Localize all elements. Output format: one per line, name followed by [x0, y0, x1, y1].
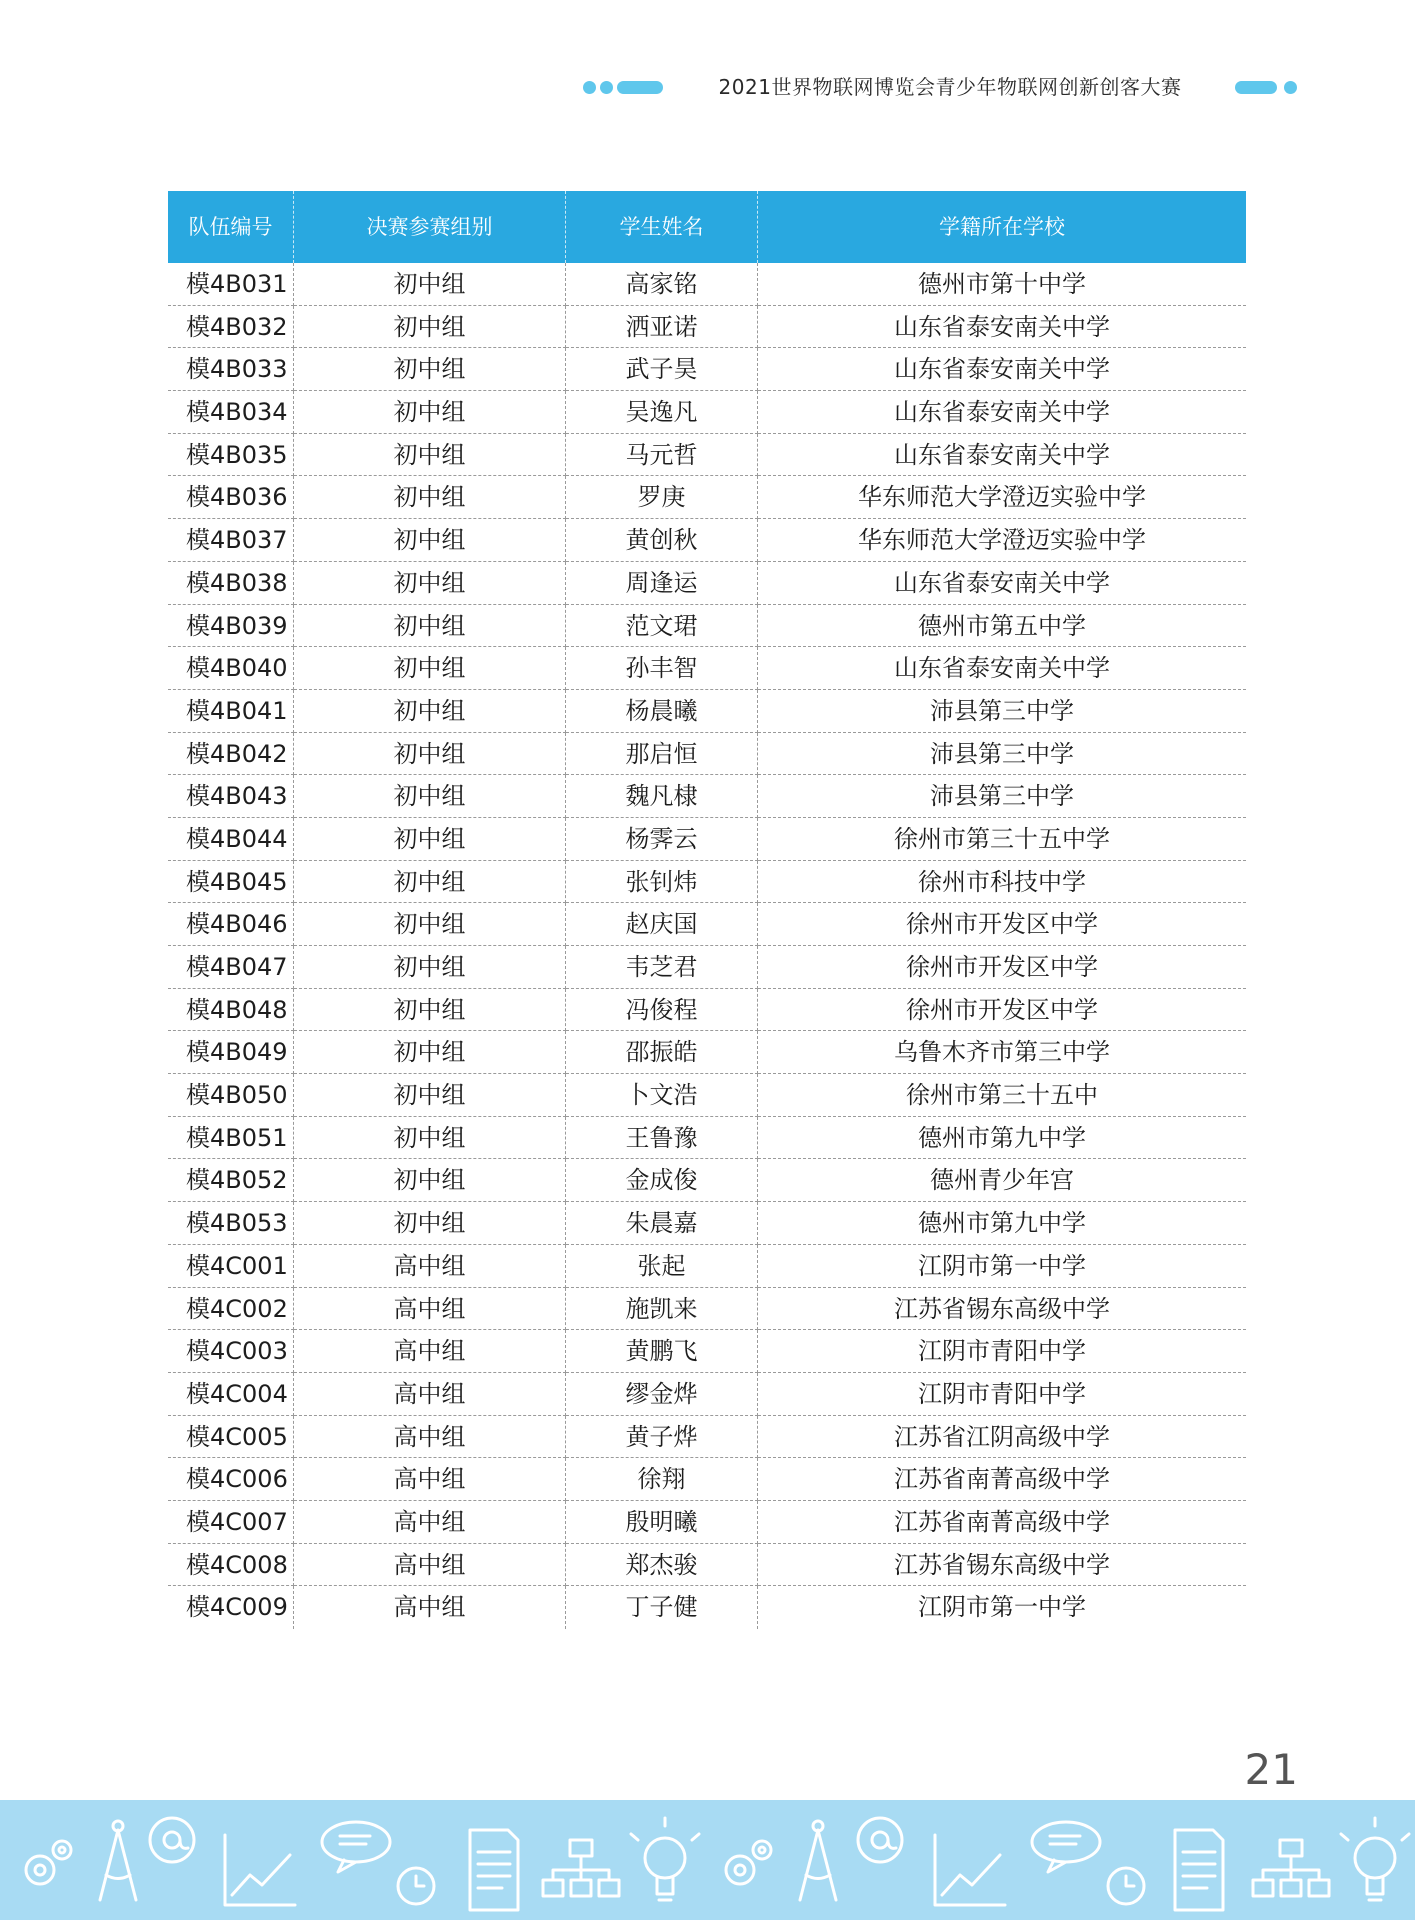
student-name-cell: 魏凡棣	[566, 775, 758, 818]
school-cell: 山东省泰安南关中学	[758, 434, 1246, 477]
student-name-cell: 杨晨曦	[566, 690, 758, 733]
student-name-cell: 黄创秋	[566, 519, 758, 562]
table-row	[168, 1458, 1246, 1501]
student-name-cell: 邵振皓	[566, 1031, 758, 1074]
column-header-school: 学籍所在学校	[939, 215, 1065, 239]
group-cell: 初中组	[294, 562, 566, 605]
student-name-cell: 那启恒	[566, 733, 758, 776]
team-id-cell: 模4C008	[168, 1544, 294, 1587]
team-id-cell: 模4B039	[168, 605, 294, 648]
document-icon	[1175, 1830, 1223, 1910]
lightbulb-icon	[1341, 1818, 1409, 1900]
table-row	[168, 1330, 1246, 1373]
school-cell: 沛县第三中学	[758, 690, 1246, 733]
table-row	[168, 989, 1246, 1032]
dot-icon	[583, 81, 596, 94]
team-id-cell: 模4B045	[168, 861, 294, 904]
school-cell: 山东省泰安南关中学	[758, 306, 1246, 349]
school-cell: 徐州市开发区中学	[758, 946, 1246, 989]
table-row	[168, 1202, 1246, 1245]
school-cell: 徐州市第三十五中	[758, 1074, 1246, 1117]
chart-icon	[935, 1835, 1005, 1905]
team-id-cell: 模4C009	[168, 1586, 294, 1629]
team-id-cell: 模4B036	[168, 476, 294, 519]
group-cell: 初中组	[294, 519, 566, 562]
student-name-cell: 罗庚	[566, 476, 758, 519]
gear-icon	[726, 1841, 771, 1884]
student-name-cell: 孙丰智	[566, 647, 758, 690]
group-cell: 初中组	[294, 1202, 566, 1245]
team-id-cell: 模4B040	[168, 647, 294, 690]
group-cell: 高中组	[294, 1458, 566, 1501]
student-name-cell: 吴逸凡	[566, 391, 758, 434]
team-id-cell: 模4B047	[168, 946, 294, 989]
team-id-cell: 模4B037	[168, 519, 294, 562]
student-name-cell: 卜文浩	[566, 1074, 758, 1117]
table-row	[168, 519, 1246, 562]
student-name-cell: 韦芝君	[566, 946, 758, 989]
team-id-cell: 模4B052	[168, 1159, 294, 1202]
group-cell: 高中组	[294, 1416, 566, 1459]
teams-table	[168, 191, 1246, 1629]
group-cell: 高中组	[294, 1501, 566, 1544]
header-decoration-right	[1235, 81, 1297, 94]
student-name-cell: 朱晨嘉	[566, 1202, 758, 1245]
table-row	[168, 1159, 1246, 1202]
table-row	[168, 1074, 1246, 1117]
group-cell: 初中组	[294, 775, 566, 818]
pill-icon	[1235, 81, 1277, 94]
table-row	[168, 1373, 1246, 1416]
footer-band	[0, 1800, 1415, 1920]
school-cell: 德州市第九中学	[758, 1117, 1246, 1160]
student-name-cell: 武子昊	[566, 348, 758, 391]
table-row	[168, 1544, 1246, 1587]
school-cell: 德州市第十中学	[758, 263, 1246, 306]
school-cell: 山东省泰安南关中学	[758, 647, 1246, 690]
team-id-cell: 模4C005	[168, 1416, 294, 1459]
table-row	[168, 1288, 1246, 1331]
team-id-cell: 模4C004	[168, 1373, 294, 1416]
school-cell: 山东省泰安南关中学	[758, 348, 1246, 391]
table-row	[168, 348, 1246, 391]
header-decoration-left	[583, 81, 663, 94]
group-cell: 初中组	[294, 263, 566, 306]
student-name-cell: 杨霁云	[566, 818, 758, 861]
team-id-cell: 模4B051	[168, 1117, 294, 1160]
student-name-cell: 张钊炜	[566, 861, 758, 904]
team-id-cell: 模4B053	[168, 1202, 294, 1245]
school-cell: 德州市第五中学	[758, 605, 1246, 648]
column-header-student-name: 学生姓名	[566, 191, 758, 263]
school-cell: 山东省泰安南关中学	[758, 391, 1246, 434]
group-cell: 初中组	[294, 1117, 566, 1160]
student-name-cell: 高家铭	[566, 263, 758, 306]
team-id-cell: 模4B046	[168, 903, 294, 946]
group-cell: 初中组	[294, 647, 566, 690]
student-name-cell: 洒亚诺	[566, 306, 758, 349]
group-cell: 初中组	[294, 946, 566, 989]
student-name-cell: 丁子健	[566, 1586, 758, 1629]
student-name-cell: 殷明曦	[566, 1501, 758, 1544]
student-name-cell: 郑杰骏	[566, 1544, 758, 1587]
school-cell: 华东师范大学澄迈实验中学	[758, 519, 1246, 562]
group-cell: 高中组	[294, 1330, 566, 1373]
table-header	[168, 191, 1246, 263]
team-id-cell: 模4B041	[168, 690, 294, 733]
school-cell: 山东省泰安南关中学	[758, 562, 1246, 605]
school-cell: 德州青少年宫	[758, 1159, 1246, 1202]
table-row	[168, 1586, 1246, 1629]
student-name-cell: 周逢运	[566, 562, 758, 605]
team-id-cell: 模4B044	[168, 818, 294, 861]
student-name-cell: 马元哲	[566, 434, 758, 477]
school-cell: 江苏省南菁高级中学	[758, 1501, 1246, 1544]
school-cell: 江苏省江阴高级中学	[758, 1416, 1246, 1459]
school-cell: 江阴市第一中学	[918, 1593, 1086, 1622]
at-sign-icon	[150, 1818, 194, 1862]
dot-icon	[600, 81, 613, 94]
school-cell: 徐州市科技中学	[758, 861, 1246, 904]
group-cell: 高中组	[294, 1373, 566, 1416]
team-id-cell: 模4B043	[168, 775, 294, 818]
student-name-cell: 缪金烨	[566, 1373, 758, 1416]
group-cell: 初中组	[294, 1031, 566, 1074]
team-id-cell: 模4B031	[168, 263, 294, 306]
table-row	[168, 1031, 1246, 1074]
team-id-cell: 模4C007	[168, 1501, 294, 1544]
group-cell: 初中组	[294, 989, 566, 1032]
group-cell: 初中组	[294, 690, 566, 733]
table-row	[168, 818, 1246, 861]
table-row	[168, 1245, 1246, 1288]
table-row	[168, 605, 1246, 648]
page-number: 21	[1244, 1745, 1298, 1794]
school-cell: 乌鲁木齐市第三中学	[758, 1031, 1246, 1074]
student-name-cell: 冯俊程	[566, 989, 758, 1032]
group-cell: 高中组	[294, 1288, 566, 1331]
school-cell: 华东师范大学澄迈实验中学	[758, 476, 1246, 519]
team-id-cell: 模4C003	[168, 1330, 294, 1373]
school-cell: 江苏省南菁高级中学	[758, 1458, 1246, 1501]
group-cell: 初中组	[294, 391, 566, 434]
student-name-cell: 黄鹏飞	[566, 1330, 758, 1373]
group-cell: 初中组	[294, 1159, 566, 1202]
flowchart-icon	[543, 1840, 619, 1896]
table-row	[168, 903, 1246, 946]
school-cell: 德州市第九中学	[758, 1202, 1246, 1245]
lightbulb-icon	[631, 1818, 699, 1900]
team-id-cell: 模4B034	[168, 391, 294, 434]
clock-icon	[398, 1868, 434, 1904]
flowchart-icon	[1253, 1840, 1329, 1896]
group-cell: 初中组	[294, 605, 566, 648]
school-cell: 徐州市第三十五中学	[758, 818, 1246, 861]
chart-icon	[225, 1835, 295, 1905]
table-row	[168, 1416, 1246, 1459]
team-id-cell: 模4B042	[168, 733, 294, 776]
student-name-cell: 范文珺	[566, 605, 758, 648]
team-id-cell: 模4C001	[168, 1245, 294, 1288]
table-row	[168, 263, 1246, 306]
dot-icon	[1284, 81, 1297, 94]
student-name-cell: 黄子烨	[566, 1416, 758, 1459]
group-cell: 高中组	[294, 1245, 566, 1288]
team-id-cell: 模4B032	[168, 306, 294, 349]
group-cell: 高中组	[294, 1586, 566, 1629]
table-body	[168, 263, 1246, 1629]
team-id-cell: 模4C006	[168, 1458, 294, 1501]
student-name-cell: 金成俊	[566, 1159, 758, 1202]
table-row	[168, 434, 1246, 477]
student-name-cell: 施凯来	[566, 1288, 758, 1331]
page-header-title: 2021世界物联网博览会青少年物联网创新创客大赛	[718, 75, 1182, 99]
table-row	[168, 391, 1246, 434]
school-cell: 江阴市青阳中学	[758, 1330, 1246, 1373]
speech-bubble-icon	[1032, 1822, 1100, 1872]
compass-icon	[800, 1821, 836, 1900]
team-id-cell: 模4B048	[168, 989, 294, 1032]
column-header-group: 决赛参赛组别	[294, 191, 566, 263]
speech-bubble-icon	[322, 1822, 390, 1872]
school-cell: 江苏省锡东高级中学	[758, 1544, 1246, 1587]
at-sign-icon	[858, 1818, 902, 1862]
team-id-cell: 模4B035	[168, 434, 294, 477]
document-icon	[470, 1830, 518, 1910]
school-cell: 江阴市青阳中学	[758, 1373, 1246, 1416]
group-cell: 初中组	[294, 818, 566, 861]
table-row	[168, 733, 1246, 776]
school-cell: 江阴市第一中学	[758, 1245, 1246, 1288]
table-row	[168, 562, 1246, 605]
group-cell: 初中组	[294, 306, 566, 349]
table-row	[168, 1501, 1246, 1544]
table-row	[168, 476, 1246, 519]
group-cell: 初中组	[294, 476, 566, 519]
group-cell: 初中组	[294, 348, 566, 391]
table-row	[168, 775, 1246, 818]
group-cell: 初中组	[294, 903, 566, 946]
clock-icon	[1108, 1868, 1144, 1904]
column-header-team-id: 队伍编号	[168, 191, 294, 263]
school-cell: 徐州市开发区中学	[758, 989, 1246, 1032]
table-row	[168, 1117, 1246, 1160]
table-row	[168, 647, 1246, 690]
school-cell: 沛县第三中学	[758, 733, 1246, 776]
team-id-cell: 模4C002	[168, 1288, 294, 1331]
pill-icon	[617, 81, 663, 94]
school-cell: 徐州市开发区中学	[758, 903, 1246, 946]
table-row	[168, 946, 1246, 989]
group-cell: 高中组	[294, 1544, 566, 1587]
table-row	[168, 306, 1246, 349]
student-name-cell: 王鲁豫	[566, 1117, 758, 1160]
compass-icon	[100, 1821, 136, 1900]
team-id-cell: 模4B050	[168, 1074, 294, 1117]
gear-icon	[26, 1841, 71, 1884]
table-row	[168, 861, 1246, 904]
group-cell: 初中组	[294, 861, 566, 904]
team-id-cell: 模4B033	[168, 348, 294, 391]
table-row	[168, 690, 1246, 733]
school-cell: 江苏省锡东高级中学	[758, 1288, 1246, 1331]
team-id-cell: 模4B049	[168, 1031, 294, 1074]
student-name-cell: 张起	[566, 1245, 758, 1288]
student-name-cell: 徐翔	[566, 1458, 758, 1501]
school-cell: 沛县第三中学	[758, 775, 1246, 818]
group-cell: 初中组	[294, 434, 566, 477]
student-name-cell: 赵庆国	[566, 903, 758, 946]
group-cell: 初中组	[294, 1074, 566, 1117]
team-id-cell: 模4B038	[168, 562, 294, 605]
group-cell: 初中组	[294, 733, 566, 776]
